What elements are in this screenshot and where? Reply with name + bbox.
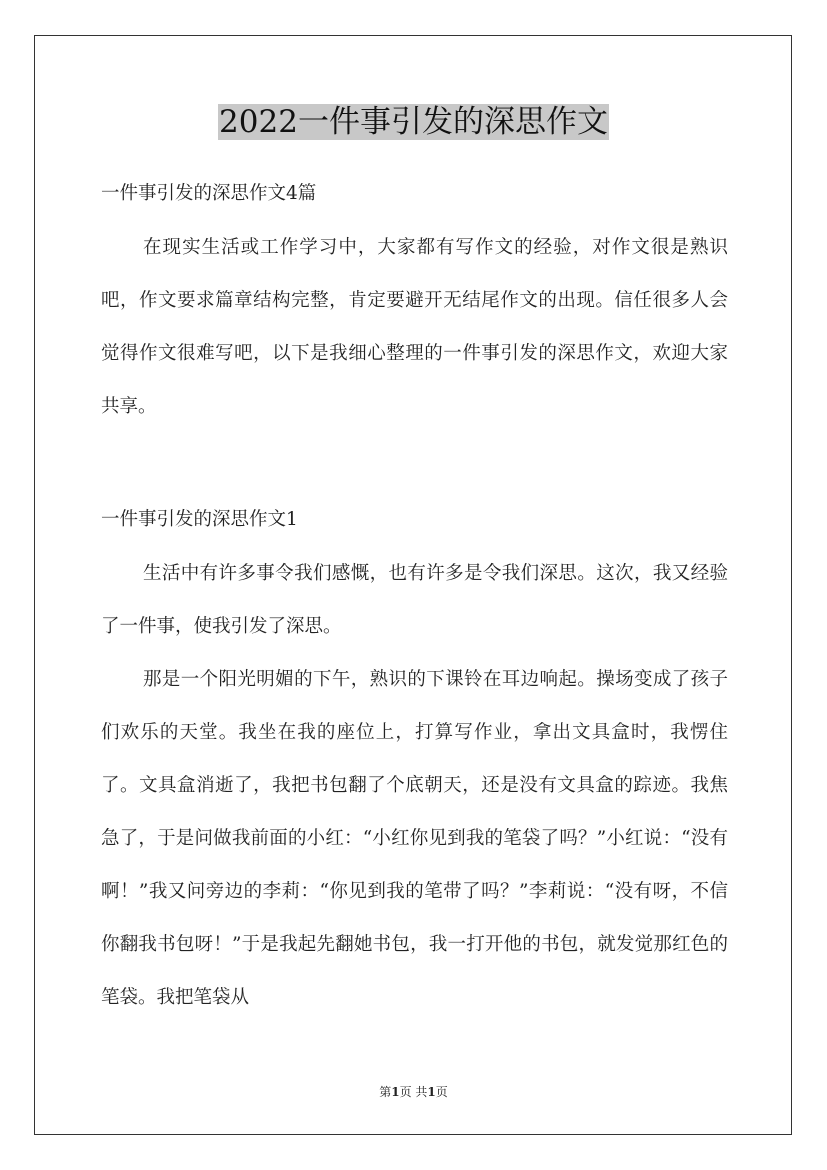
page-prefix: 第	[379, 1085, 392, 1099]
document-title-text: 2022一件事引发的深思作文	[219, 104, 608, 140]
page-total: 1	[427, 1085, 436, 1099]
page-suffix: 页	[435, 1085, 448, 1099]
intro-paragraph: 在现实生活或工作学习中，大家都有写作文的经验，对作文很是熟识吧，作文要求篇章结构完整，肯定要避开无结尾作文的出现。信任很多人会觉得作文很难写吧，以下是我细心整理的一件事引发的深思作文，欢迎大家共享。	[101, 237, 728, 417]
body-paragraph-1: 生活中有许多事令我们感慨，也有许多是令我们深思。这次，我又经验了一件事，使我引发了深思。	[101, 563, 728, 637]
page-mid: 页 共	[399, 1085, 428, 1099]
body-paragraph-2: 那是一个阳光明媚的下午，熟识的下课铃在耳边响起。操场变成了孩子们欢乐的天堂。我坐在我的座位上，打算写作业，拿出文具盒时，我愣住了。文具盒消逝了，我把书包翻了个底朝天，还是没有文具盒的踪迹。我焦急了，于是问做我前面的小红：“小红你见到我的笔袋了吗？”小红说：“没有啊！”我又问旁边的李莉：“你见到我的笔带了吗？”李莉说：“没有呀，不信你翻我书包呀！”于是我起先翻她书包，我一打开他的书包，就发觉那红色的笔袋。我把笔袋从	[101, 669, 728, 1008]
page-current: 1	[391, 1085, 400, 1099]
document-title	[0, 100, 827, 144]
section-heading: 一件事引发的深思作文1	[101, 509, 298, 530]
page-footer	[0, 1083, 827, 1100]
subtitle: 一件事引发的深思作文4篇	[101, 183, 317, 204]
